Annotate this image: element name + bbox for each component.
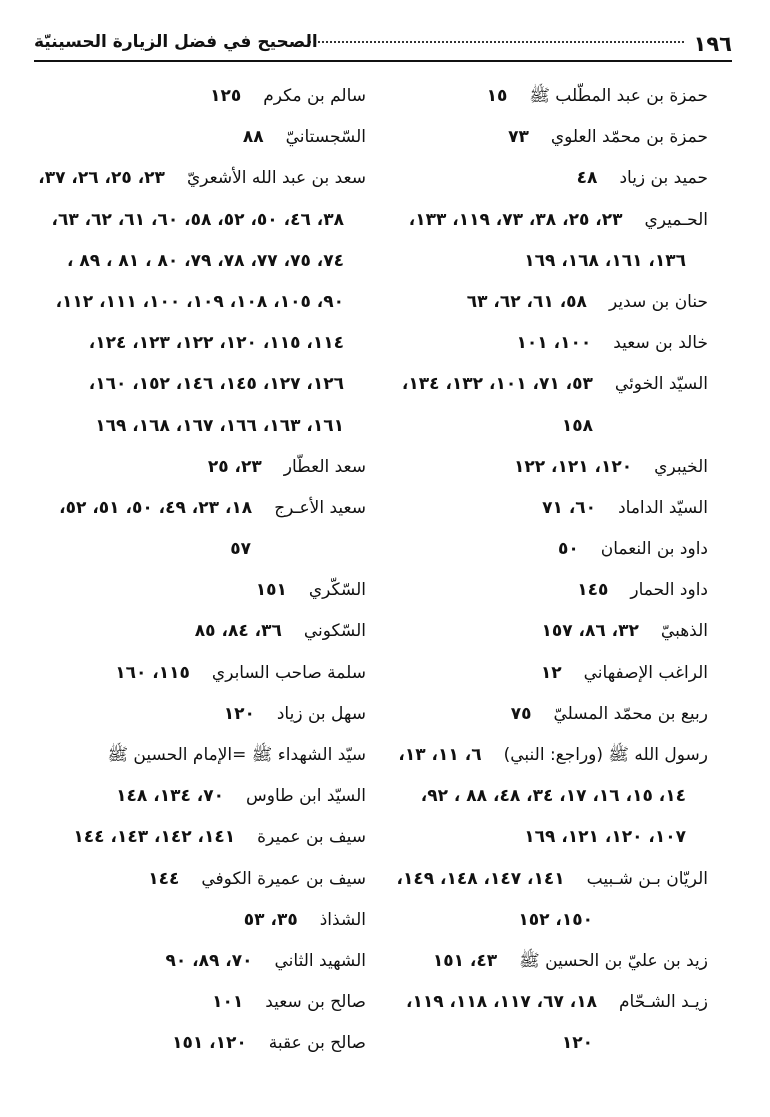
index-entry-continuation: [21, 364, 366, 405]
index-entry: [336, 653, 708, 694]
index-entry: [21, 447, 366, 488]
entry-pages: ١٣٦، ١٦١، ١٦٨، ١٦٩: [524, 250, 686, 271]
entry-pages: ٦٠، ٧١: [542, 497, 597, 518]
index-entry-continuation: [336, 1023, 708, 1064]
index-entry: [21, 117, 366, 158]
entry-name: حميد بن زياد: [619, 168, 708, 189]
index-entry: [336, 158, 708, 199]
entry-pages: ٧٣: [508, 127, 529, 148]
entry-pages: ١٠١: [212, 992, 244, 1013]
index-entry: [336, 941, 708, 982]
index-entry: [336, 447, 708, 488]
index-entry: [21, 900, 366, 941]
index-entry-continuation: [336, 241, 708, 282]
entry-pages: ٦، ١١، ١٣،: [398, 745, 482, 765]
index-entry: [21, 817, 366, 858]
entry-pages: ٧٠، ٨٩، ٩٠: [165, 950, 253, 971]
index-column-right: [336, 76, 708, 1065]
entry-pages: ١٨، ٢٣، ٤٩، ٥٠، ٥١، ٥٢،: [59, 497, 253, 518]
entry-pages: ١٢٥: [210, 86, 242, 106]
index-entry: [336, 282, 708, 323]
page-header: [34, 30, 732, 60]
entry-pages: ١٥١: [255, 580, 287, 601]
entry-pages: ١٨، ٦٧، ١١٧، ١١٨، ١١٩،: [406, 992, 598, 1013]
header-rule: [34, 60, 732, 62]
entry-name: حنان بن سدير: [608, 291, 708, 312]
entry-pages: ٥٣، ٧١، ١٠١، ١٣٢، ١٣٤،: [401, 374, 593, 395]
entry-name: سعيد الأعـرج: [274, 497, 366, 518]
entry-pages: ٧٤، ٧٥، ٧٧، ٧٨، ٧٩، ٨٠ ، ٨١ ، ٨٩ ،: [66, 250, 344, 271]
entry-pages: ١٥٨: [561, 415, 593, 436]
index-entry-continuation: [21, 200, 366, 241]
dotted-leader: [309, 41, 684, 43]
index-column-left: [21, 76, 366, 1065]
entry-name: صالح بن سعيد: [265, 992, 366, 1013]
index-entry: [336, 529, 708, 570]
index-entry: [336, 570, 708, 611]
entry-name: السيّد الخوئي: [614, 374, 708, 395]
entry-pages: ١٦١، ١٦٣، ١٦٦، ١٦٧، ١٦٨، ١٦٩: [95, 415, 344, 436]
running-title: الصحيح في فضل الزيارة الحسينيّة: [34, 32, 318, 52]
entry-name: رسول الله ﷺ (وراجع: النبي): [503, 745, 708, 765]
index-entry-continuation: [21, 406, 366, 447]
entry-name: زيد بن عليّ بن الحسين ﷺ: [519, 950, 708, 971]
entry-pages: ١٠٧، ١٢٠، ١٢١، ١٦٩: [524, 827, 686, 848]
index-entry-continuation: [21, 323, 366, 364]
entry-name: الراغب الإصفهاني: [583, 662, 708, 683]
entry-pages: ٥٠: [557, 539, 579, 560]
entry-pages: ١٢٠: [223, 703, 255, 724]
index-entry: [336, 611, 708, 652]
entry-name: سعد العطّار: [283, 456, 366, 477]
entry-pages: ٢٣، ٢٥، ٢٦، ٣٧،: [38, 168, 165, 189]
entry-pages: ٣٨، ٤٦، ٥٠، ٥٢، ٥٨، ٦٠، ٦١، ٦٢، ٦٣،: [51, 209, 344, 230]
index-entry-continuation: [336, 406, 708, 447]
index-entry: [21, 776, 366, 817]
index-entry-continuation: [336, 900, 708, 941]
index-entry: [336, 735, 708, 776]
page-number: ١٩٦: [693, 32, 732, 56]
entry-name: سيف بن عميرة الكوفي: [201, 868, 366, 889]
entry-pages: ٨٨: [242, 127, 264, 148]
entry-pages: ١٠٠، ١٠١: [516, 333, 592, 354]
entry-name: السيّد ابن طاوس: [246, 786, 366, 807]
index-entry: [21, 158, 366, 199]
entry-pages: ١٤، ١٥، ١٦، ١٧، ٣٤، ٤٨، ٨٨ ، ٩٢،: [420, 786, 686, 807]
index-entry: [336, 200, 708, 241]
entry-pages: ١٤١، ١٤٢، ١٤٣، ١٤٤: [73, 827, 236, 848]
index-entry: [21, 1023, 366, 1064]
entry-pages: ١٢٦، ١٢٧، ١٤٥، ١٤٦، ١٥٢، ١٦٠،: [88, 374, 344, 395]
index-entry-continuation: [336, 817, 708, 858]
entry-name: السّجستانيّ: [285, 127, 366, 148]
index-entry: [21, 859, 366, 900]
entry-name: الذهبيّ: [660, 621, 708, 642]
entry-name: سعد بن عبد الله الأشعريّ: [186, 168, 366, 189]
index-entry: [21, 653, 366, 694]
entry-pages: ٤٨: [576, 168, 598, 189]
entry-pages: ٩٠، ١٠٥، ١٠٨، ١٠٩، ١٠٠، ١١١، ١١٢،: [55, 291, 344, 312]
entry-pages: ١١٤، ١١٥، ١٢٠، ١٢٢، ١٢٣، ١٢٤،: [88, 333, 344, 354]
entry-pages: ١١٥، ١٦٠: [115, 662, 190, 683]
index-entry: [21, 611, 366, 652]
entry-pages: ١٢: [540, 662, 562, 683]
index-entry: [336, 859, 708, 900]
entry-name: الحـميري: [644, 209, 708, 230]
entry-pages: ٤٣، ١٥١: [432, 950, 498, 971]
entry-pages: ١٢٠: [561, 1033, 593, 1054]
entry-pages: ٣٦، ٨٤، ٨٥: [194, 621, 282, 642]
index-entry: [336, 117, 708, 158]
entry-name: سيّد الشهداء ﷺ =الإمام الحسين ﷺ: [107, 745, 366, 765]
entry-name: السّكّري: [308, 580, 366, 601]
index-entry: [21, 570, 366, 611]
entry-name: السّكوني: [303, 621, 366, 642]
index-entry-continuation: [21, 282, 366, 323]
index-entry: [21, 488, 366, 529]
entry-name: الريّان بـن شـبيب: [586, 868, 708, 889]
entry-pages: ١٥: [486, 86, 508, 106]
entry-pages: ٧٥: [510, 703, 532, 724]
entry-name: سهل بن زياد: [276, 703, 366, 724]
entry-pages: ٣٥، ٥٣: [243, 909, 298, 930]
entry-name: السيّد الداماد: [618, 497, 708, 518]
entry-name: سيف بن عميرة: [257, 827, 366, 848]
entry-pages: ٥٧: [230, 539, 251, 560]
index-entry-continuation: [336, 776, 708, 817]
entry-pages: ٢٣، ٢٥، ٣٨، ٧٣، ١١٩، ١٣٣،: [408, 209, 623, 230]
index-entry: [336, 323, 708, 364]
index-entry-continuation: [21, 241, 366, 282]
entry-name: سالم بن مكرم: [263, 86, 366, 106]
index-entry: [21, 76, 366, 117]
entry-pages: ٥٨، ٦١، ٦٢، ٦٣: [466, 291, 587, 312]
entry-pages: ٧٠، ١٣٤، ١٤٨: [116, 786, 224, 807]
index-entry: [336, 76, 708, 117]
entry-name: الخيبري: [654, 456, 708, 477]
entry-pages: ١٢٠، ١٢١، ١٢٢: [513, 456, 633, 477]
index-entry: [336, 982, 708, 1023]
entry-name: صالح بن عقبة: [268, 1033, 366, 1054]
index-entry: [336, 694, 708, 735]
index-entry: [21, 941, 366, 982]
entry-name: خالد بن سعيد: [613, 333, 708, 354]
entry-name: الشهيد الثاني: [274, 950, 366, 971]
index-entry: [336, 364, 708, 405]
index-entry: [21, 982, 366, 1023]
entry-name: حمزة بن محمّد العلوي: [550, 127, 708, 148]
index-entry: [21, 735, 366, 776]
entry-pages: ١٢٠، ١٥١: [172, 1033, 247, 1054]
entry-pages: ١٤٤: [148, 868, 180, 889]
entry-pages: ١٤١، ١٤٧، ١٤٨، ١٤٩،: [396, 868, 565, 889]
entry-pages: ٣٢، ٨٦، ١٥٧: [541, 621, 639, 642]
entry-pages: ٢٣، ٢٥: [207, 456, 262, 477]
entry-name: زيـد الشـحّام: [619, 992, 708, 1013]
entry-name: داود بن النعمان: [600, 539, 708, 560]
index-entry: [21, 694, 366, 735]
entry-name: سلمة صاحب السابري: [211, 662, 366, 683]
entry-pages: ١٤٥: [577, 580, 609, 601]
index-entry-continuation: [21, 529, 366, 570]
index-entry: [336, 488, 708, 529]
entry-name: ربيع بن محمّد المسليّ: [553, 703, 708, 724]
entry-name: داود الحمار: [630, 580, 708, 601]
entry-name: حمزة بن عبد المطّلب ﷺ: [529, 86, 708, 106]
entry-pages: ١٥٠، ١٥٢: [518, 909, 593, 930]
entry-name: الشذاذ: [319, 909, 366, 930]
